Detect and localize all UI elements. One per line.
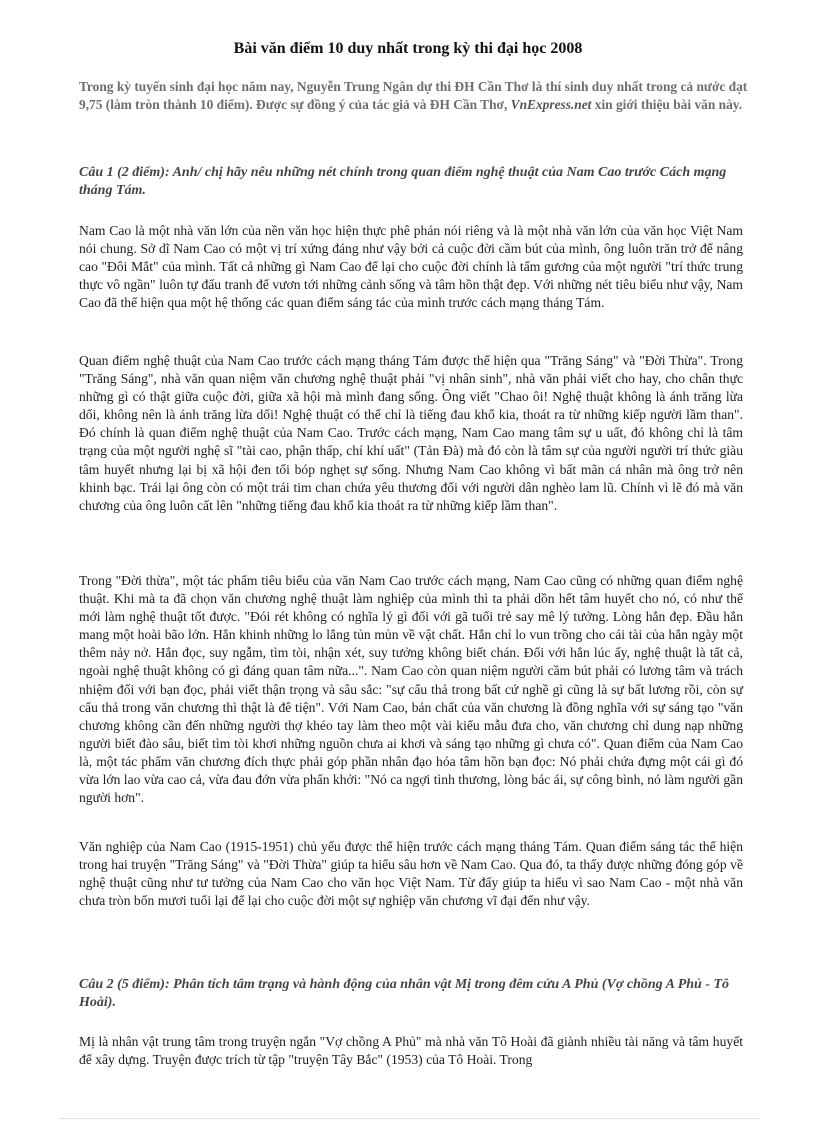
body-paragraph: Quan điểm nghệ thuật của Nam Cao trước cách mạng tháng Tám được thể hiện qua "Trăng Sáng" và "Đời Thừa". Trong "Trăng Sáng", nhà văn quan niệm văn chương nghệ thuật phải "vị nhân sinh", nhà văn phải viết cho hay, cho chân thực những gì có thật giữa cuộc đời, giữa xã hội mà mình đang sống. Ông viết "Chao ôi! Nghệ thuật không là ánh trăng lừa dối, không nên là ánh trăng lừa dối! Nghệ thuật có thể chỉ là tiếng đau khổ kia, thoát ra từ những kiếp người lầm than". Đó chính là quan điểm nghệ thuật của Nam Cao. Trước cách mạng, Nam Cao mang tâm sự u uất, đó không chỉ là tâm trạng của một người nghệ sĩ "tài cao, phận thấp, chí khí uất" (Tản Đà) mà đó còn là tâm sự của người người trí thức giàu tâm huyết nhưng lại bị xã hội đen tối bóp nghẹt sự sống. Nhưng Nam Cao không vì bất mãn cá nhân mà ông trở nên khinh bạc. Trái lại ông còn có một trái tim chan chứa yêu thương đối với người dân nghèo lam lũ. Chính vì lẽ đó mà văn chương của ông luôn cất lên "những tiếng đau khổ kia thoát ra từ những kiếp lầm than".	[79, 353, 743, 513]
question-1-heading: Câu 1 (2 điểm): Anh/ chị hãy nêu những nét chính trong quan điểm nghệ thuật của Nam Cao trước Cách mạng tháng Tám.	[79, 165, 727, 198]
question-2-heading: Câu 2 (5 điểm): Phân tích tâm trạng và hành động của nhân vật Mị trong đêm cứu A Phủ (Vợ chồng A Phủ - Tô Hoài).	[79, 977, 730, 1010]
body-paragraph: Mị là nhân vật trung tâm trong truyện ngắn "Vợ chồng A Phủ" mà nhà văn Tô Hoài đã giành nhiều tài năng và tâm huyết để xây dựng. Truyện được trích từ tập "truyện Tây Bắc" (1953) của Tô Hoài. Trong	[79, 1034, 743, 1068]
body-paragraph: Nam Cao là một nhà văn lớn của nền văn học hiện thực phê phán nói riêng và là một nhà văn lớn của văn học Việt Nam nói chung. Sở dĩ Nam Cao có một vị trí xứng đáng như vậy bởi cả cuộc đời cầm bút của mình, ông luôn trăn trở để nâng cao "Đôi Mắt" của mình. Tất cả những gì Nam Cao để lại cho cuộc đời chính là tấm gương của một người "trí thức trung thực vô ngần" luôn tự đấu tranh để vươn tới những cảnh sống và tâm hồn thật đẹp. Với những nét tiêu biểu như vậy, Nam Cao đã thể hiện qua một hệ thống các quan điểm sáng tác của mình trước cách mạng tháng Tám.	[79, 223, 743, 311]
body-paragraph: Trong "Đời thừa", một tác phẩm tiêu biểu của văn Nam Cao trước cách mạng, Nam Cao cũng có những quan điểm nghệ thuật. Khi mà ta đã chọn văn chương nghệ thuật làm nghiệp của mình thì ta phải dồn hết tâm huyết cho nó, có như thế mới làm nghệ thuật tốt được. "Đói rét không có nghĩa lý gì đối với gã tuổi trẻ say mê lý tưởng. Lòng hắn đẹp. Đầu hắn mang một hoài bão lớn. Hắn khinh những lo lắng tủn mủn về vật chất. Hắn chỉ lo vun trồng cho cái tài của hắn ngày một thêm nảy nở. Hắn đọc, suy ngẫm, tìm tòi, nhận xét, suy tưởng không biết chán. Đối với hắn lúc ấy, nghệ thuật là tất cả, ngoài nghệ thuật không có gì đáng quan tâm nữa...". Nam Cao còn quan niệm người cầm bút phải có lương tâm và trách nhiệm đối với bạn đọc, phải viết thận trọng và sâu sắc: "sự cẩu thả trong bất cứ nghề gì cũng là sự bất lương rồi, còn sự cẩu thả trong văn chương thì thật là đê tiện". Với Nam Cao, bản chất của văn chương là đồng nghĩa với sự sáng tạo "văn chương không cần đến những người thợ khéo tay làm theo một vài kiểu mẫu đưa cho, văn chương chỉ dung nạp những người biết đào sâu, biết tìm tòi khơi những nguồn chưa ai khơi và sáng tạo những gì chưa có". Quan điểm của Nam Cao là, một tác phẩm văn chương đích thực phải góp phần nhân đạo hóa tâm hồn bạn đọc: Nó phải chứa đựng một cái gì đó vừa lớn lao vừa cao cả, vừa đau đớn vừa phấn khởi: "Nó ca ngợi tình thương, lòng bác ái, sự công bình, nó làm người gần người hơn".	[79, 573, 743, 806]
intro-end: xin giới thiệu bài văn này.	[591, 97, 743, 112]
intro-source: VnExpress.net	[510, 97, 592, 112]
article-title: Bài văn điểm 10 duy nhất trong kỳ thi đại học 2008	[233, 40, 583, 57]
intro-text: Trong kỳ tuyển sinh đại học năm nay, Nguyễn Trung Ngân dự thi ĐH Cần Thơ là thí sinh duy nhất trong cả nước đạt 9,75 (làm tròn thành 10 điểm). Được sự đồng ý của tác giả và ĐH Cần Thơ,	[79, 79, 748, 112]
page-bottom-divider	[60, 1118, 760, 1119]
article-intro	[79, 78, 749, 114]
body-paragraph: Văn nghiệp của Nam Cao (1915-1951) chủ yếu được thể hiện trước cách mạng tháng Tám. Quan điểm sáng tác thể hiện trong hai truyện "Trăng Sáng" và "Đời Thừa" giúp ta hiểu sâu hơn về Nam Cao. Qua đó, ta thấy được những đóng góp về nghệ thuật cũng như tư tưởng của Nam Cao cho văn học Việt Nam. Từ đấy giúp ta hiểu vì sao Nam Cao - một nhà văn chưa tròn bốn mươi tuổi lại để lại cho cuộc đời một sự nghiệp văn chương vĩ đại đến như vậy.	[79, 839, 743, 909]
